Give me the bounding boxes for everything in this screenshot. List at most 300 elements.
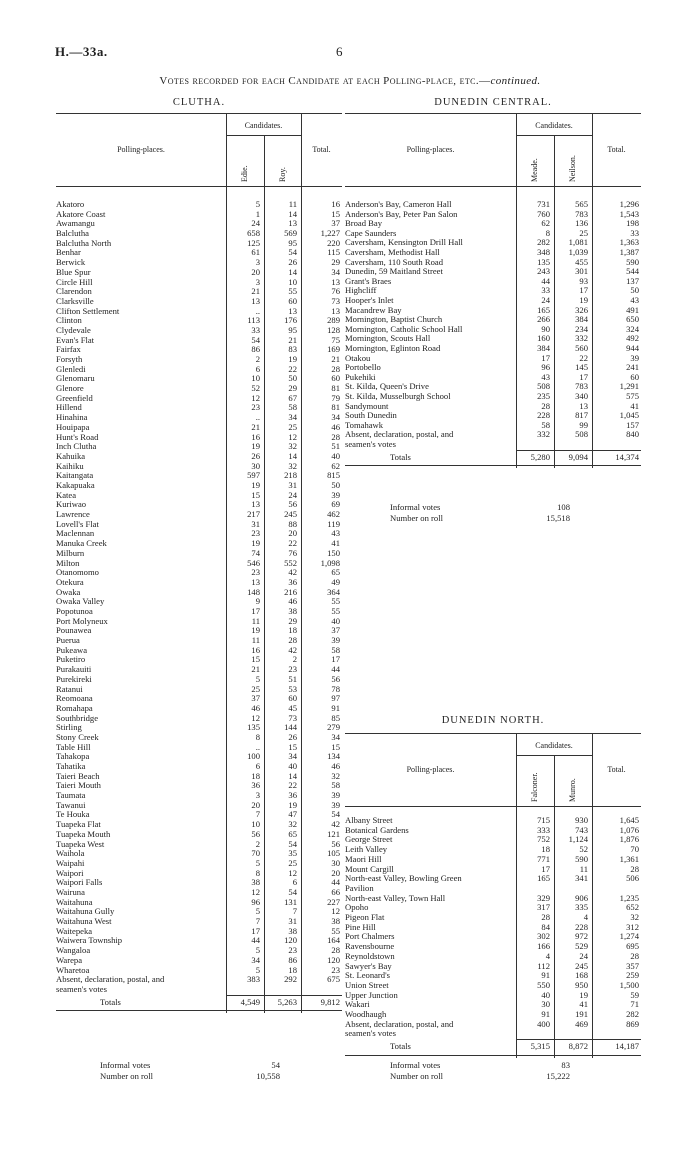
candidate-2-total: 5,263 [277,996,297,1007]
polling-place-name: Clarksville [56,295,94,306]
polling-place-name: Pukehiki [345,371,376,382]
candidate-2-votes: 17 [579,285,588,296]
candidate-1-votes: 19 [251,538,260,549]
candidate-2-votes: 52 [579,844,588,855]
total-votes: 37 [331,218,340,229]
candidate-1-votes: 62 [541,218,550,229]
polling-place-name: Reynoldstown [345,950,395,961]
candidate-1-votes: 715 [537,815,550,825]
polling-place-name: Absent, declaration, postal, and [56,974,165,985]
candidate-2-votes: 335 [575,902,588,913]
candidate-1-votes: 91 [541,1009,550,1019]
total-votes: 357 [626,960,639,971]
candidate-2-votes: 783 [575,381,588,392]
total-votes: 79 [331,392,340,403]
total-votes: 85 [331,712,340,723]
polling-place-name: Port Chalmers [345,931,395,942]
candidate-1-votes: 16 [251,644,260,655]
polling-place-name: Glenledi [56,363,86,374]
dunedin_central-candidates-header: Candidates. [535,121,573,130]
candidate-2-votes: 292 [284,974,297,985]
candidate-1-votes: 266 [537,314,550,325]
candidate-2-votes: 42 [288,644,297,655]
document-reference: H.—33a. [55,44,108,59]
candidate-1-votes: 3 [255,276,260,287]
polling-place-name: Hinahina [56,412,88,423]
polling-place-name: South Dunedin [345,410,397,421]
candidate-2-votes: 6 [292,877,297,888]
polling-place-name: Mornington, Catholic School Hall [345,323,463,334]
candidate-2-votes: 38 [288,605,297,616]
polling-place-name: Kaitangata [56,470,94,481]
candidate-2-votes: 1,124 [568,834,588,845]
total-votes: 70 [630,844,639,855]
candidate-2-votes: 22 [288,780,297,791]
candidate-1-votes: 91 [541,970,550,981]
candidate-1-votes: 19 [251,480,260,490]
candidate-1-votes: .. [255,412,260,423]
candidate-2-votes: 32 [288,460,297,471]
polling-place-name: Otanomomo [56,567,99,578]
candidate-2-votes: 13 [288,218,297,229]
candidate-2-votes: 60 [288,693,297,704]
polling-place-name: Tahatika [56,761,86,772]
candidate-2-votes: 23 [288,664,297,675]
candidate-1-votes: 20 [251,266,260,277]
total-votes: 55 [331,605,340,616]
candidate-2-votes: 20 [288,528,297,539]
clutha-totals-rule [226,995,342,996]
clutha-candidates-header: Candidates. [244,121,283,130]
candidate-1-votes: 54 [251,334,260,345]
polling-place-name: Manuka Creek [56,538,107,549]
candidate-1-votes: 74 [251,547,260,558]
candidate-1-votes: 12 [251,712,260,723]
total-votes: 39 [630,352,639,363]
clutha-candidate-1-header: Edie. [240,165,249,182]
grand-total: 14,187 [615,1041,639,1052]
total-votes: 675 [327,974,340,985]
candidate-2-votes: 36 [288,576,297,587]
polling-place-name: Taieri Mouth [56,780,101,791]
polling-place-name: Taumata [56,790,86,801]
total-votes: 324 [626,323,639,334]
polling-place-name: Glenore [56,383,84,394]
total-votes: 39 [331,635,340,646]
candidate-1-votes: 21 [251,421,260,432]
candidate-1-votes: 96 [541,362,550,373]
total-votes: 13 [331,276,340,287]
candidate-1-votes: 731 [537,199,550,209]
polling-place-name: Purakauiti [56,664,92,675]
total-votes: 650 [626,314,639,325]
candidate-1-votes: 58 [541,419,550,430]
clutha-head-rule [56,186,342,187]
candidate-2-votes: 83 [288,344,297,355]
polling-place-name: Houipapa [56,421,90,432]
polling-place-name: Evan's Flat [56,334,95,345]
candidate-2-votes: 45 [288,702,297,713]
polling-place-name: Pounawea [56,625,92,636]
polling-place-name: Reomoana [56,693,93,704]
candidate-2-votes: 35 [288,848,297,859]
polling-place-name: Pine Hill [345,921,376,932]
dunedin_north-totals-rule [516,1039,641,1040]
candidate-1-votes: 17 [251,605,260,616]
polling-place-name: Stirling [56,722,82,733]
polling-place-name: Otekura [56,576,84,587]
polling-place-name: Kaihiku [56,460,84,471]
candidate-2-votes: 228 [575,921,588,932]
polling-place-name: Pigeon Flat [345,912,385,922]
candidate-1-votes: 8 [545,227,550,238]
dunedin_central-bottom-rule [345,465,641,466]
polling-place-name: Pukeawa [56,644,88,655]
dunedin_north-head-rule [345,806,641,807]
informal-label: Informal votes [100,1060,151,1070]
total-votes: 28 [331,945,340,956]
candidate-2-votes: 972 [575,931,588,942]
total-votes: 34 [331,412,340,423]
total-votes: 20 [331,867,340,878]
candidate-2-votes: 55 [288,286,297,297]
clutha-totals-row [56,997,342,1008]
candidate-2-votes: 14 [288,450,297,461]
polling-place-name: Otakou [345,352,371,363]
roll-value: 15,518 [546,513,570,523]
candidate-1-votes: 597 [247,470,260,481]
polling-place-name: Balclutha [56,228,89,239]
polling-place-name: St. Kilda, Queen's Drive [345,381,429,392]
informal-value: 83 [561,1060,570,1070]
candidate-1-votes: 5 [255,906,260,917]
total-votes: 121 [327,828,340,839]
candidate-1-votes: 23 [251,567,260,578]
candidate-2-votes: 46 [288,596,297,607]
candidate-1-votes: 26 [251,450,260,461]
total-votes: 39 [331,489,340,500]
candidate-2-votes: 60 [288,295,297,306]
polling-place-name: Absent, declaration, postal, and [345,1018,454,1029]
polling-place-name: Lovell's Flat [56,518,99,529]
candidate-2-votes: 34 [288,751,297,762]
total-votes: 60 [630,371,639,382]
total-votes: 259 [626,970,639,981]
polling-place-name: Katea [56,489,77,500]
candidate-2-votes: 25 [579,227,588,238]
candidate-2-votes: 11 [579,863,588,874]
total-votes: 120 [327,954,340,965]
polling-place-name: Wairuna [56,886,85,897]
dunedin_north-top-rule [345,733,641,734]
total-votes: 220 [327,237,340,248]
total-votes: 1,076 [619,824,639,835]
total-votes: 105 [327,848,340,859]
total-votes: 16 [331,199,340,209]
candidate-1-votes: 7 [255,809,260,820]
candidate-1-votes: 23 [251,402,260,413]
total-votes: 119 [327,518,340,529]
totals-label: Totals [390,1041,411,1052]
total-votes: 282 [626,1009,639,1019]
total-votes: 115 [327,247,340,258]
candidate-2-votes: 29 [288,615,297,626]
candidate-2-votes: 384 [575,314,588,325]
polling-place-name: Akatoro [56,199,85,209]
candidate-2-votes: 29 [288,383,297,394]
total-votes: 41 [331,538,340,549]
candidate-2-votes: 21 [288,334,297,345]
total-votes: 44 [331,664,340,675]
candidate-2-votes: 590 [575,853,588,864]
total-votes: 51 [331,441,340,452]
total-votes: 81 [331,383,340,394]
page-number: 6 [336,44,343,59]
polling-place-name: Owaka [56,586,81,597]
polling-place-name: Awamangu [56,218,95,229]
total-votes: 164 [327,935,340,946]
candidate-1-votes: 11 [251,635,260,646]
dunedin_north-polling-places-header: Polling-places. [406,764,455,774]
candidate-2-votes: 552 [284,557,297,568]
polling-place-name: Table Hill [56,741,91,752]
total-votes: 227 [327,896,340,907]
candidate-2-votes: 95 [288,324,297,335]
candidate-1-votes: 100 [247,751,260,762]
polling-place-name: Caversham, 110 South Road [345,256,444,267]
candidate-2-votes: 1,081 [568,237,588,248]
polling-place-name: Highcliff [345,285,377,296]
candidate-1-votes: 282 [537,237,550,248]
candidate-2-votes: 22 [579,352,588,363]
candidate-2-votes: 326 [575,304,588,315]
candidate-2-votes: 26 [288,257,297,268]
candidate-1-votes: 21 [251,664,260,675]
polling-place-name: Tawanui [56,799,86,810]
clutha-total-header: Total. [312,144,331,154]
candidate-1-votes: 7 [255,916,260,927]
candidate-1-votes: 5 [255,945,260,956]
candidate-1-votes: 235 [537,391,550,401]
polling-place-name: seamen's votes [345,439,396,449]
dunedin_north-candidate-2-header: Munro. [568,778,577,802]
candidate-2-votes: 120 [284,935,297,946]
candidate-2-votes: 2 [292,654,297,665]
dunedin_north-candidate-1-header: Falconer. [530,772,539,802]
total-votes: 198 [626,218,639,229]
total-votes: 575 [626,391,639,401]
polling-place-name: Romahapa [56,702,93,713]
candidate-1-votes: 30 [541,999,550,1010]
polling-place-name: Tuapeka West [56,838,105,849]
candidate-1-votes: 165 [537,873,550,884]
candidate-1-votes: 23 [251,528,260,539]
candidate-2-votes: 743 [575,824,588,835]
candidate-1-votes: 658 [247,228,260,239]
total-votes: 40 [331,450,340,461]
total-votes: 590 [626,256,639,267]
candidate-1-votes: 348 [537,247,550,257]
candidate-2-votes: 50 [288,373,297,384]
total-votes: 50 [630,285,639,296]
polling-place-name: Tuapeka Flat [56,819,101,830]
candidate-2-votes: 569 [284,228,297,239]
candidate-2-votes: 14 [288,208,297,219]
title-continued: continued. [490,75,541,87]
polling-place-name: Caversham, Methodist Hall [345,247,440,257]
total-votes: 46 [331,761,340,772]
candidate-1-votes: 34 [251,954,260,965]
total-votes: 1,387 [619,247,639,257]
candidate-2-votes: 18 [288,625,297,636]
candidate-1-votes: 5 [255,964,260,975]
candidate-1-votes: 30 [251,460,260,471]
total-votes: 32 [331,770,340,781]
candidate-2-votes: 32 [288,819,297,830]
polling-place-name: Forsyth [56,354,83,365]
total-votes: 1,291 [619,381,639,392]
candidate-1-votes: .. [255,741,260,752]
candidate-2-total: 8,872 [568,1041,588,1052]
total-votes: 32 [630,912,639,922]
candidate-1-votes: 24 [251,218,260,229]
total-votes: 1,500 [619,979,639,990]
candidate-2-votes: 332 [575,333,588,344]
candidate-1-votes: 8 [255,867,260,878]
candidate-1-votes: 148 [247,586,260,597]
clutha-bottom-rule [56,1010,342,1011]
candidate-1-votes: 5 [255,199,260,209]
candidate-1-votes: 2 [255,838,260,849]
total-votes: 62 [331,460,340,471]
candidate-2-votes: 18 [288,964,297,975]
candidate-2-votes: 54 [288,838,297,849]
candidate-1-votes: 8 [255,731,260,742]
candidate-2-votes: 817 [575,410,588,421]
total-votes: 58 [331,780,340,791]
polling-place-name: Anderson's Bay, Cameron Hall [345,199,452,209]
polling-place-name: Stony Creek [56,731,99,742]
total-votes: 815 [327,470,340,481]
polling-place-name: Ravensbourne [345,941,395,952]
candidate-2-votes: 19 [288,354,297,365]
polling-place-name: Waitahuna Gully [56,906,115,917]
candidate-1-votes: 25 [251,683,260,694]
total-votes: 28 [331,363,340,374]
candidate-1-votes: 771 [537,853,550,864]
total-votes: 33 [630,227,639,238]
candidate-1-votes: 10 [251,819,260,830]
polling-place-name: Popotunoa [56,605,93,616]
candidate-1-votes: 46 [251,702,260,713]
candidate-1-votes: 84 [541,921,550,932]
total-votes: 46 [331,421,340,432]
candidate-2-votes: 42 [288,567,297,578]
candidate-2-votes: 41 [579,999,588,1010]
total-votes: 150 [327,547,340,558]
candidate-2-votes: 54 [288,886,297,897]
total-votes: 289 [327,315,340,326]
total-votes: 39 [331,790,340,801]
candidate-1-votes: 4 [545,950,550,961]
candidate-2-votes: 28 [288,635,297,646]
polling-place-name: Opoho [345,902,369,913]
polling-place-name: Absent, declaration, postal, and [345,429,454,440]
polling-place-name: Kahuika [56,450,86,461]
polling-place-name: Tuapeka Mouth [56,828,111,839]
total-votes: 55 [331,925,340,936]
total-votes: 41 [630,400,639,411]
candidate-2-votes: 86 [288,954,297,965]
total-votes: 43 [630,295,639,305]
candidate-1-votes: 10 [251,373,260,384]
polling-place-name: Macandrew Bay [345,304,402,315]
total-votes: 34 [331,731,340,742]
total-votes: 73 [331,295,340,306]
totals-label: Totals [100,996,121,1007]
candidate-1-votes: 166 [537,941,550,952]
polling-place-name: George Street [345,834,393,845]
candidate-2-votes: 19 [288,799,297,810]
polling-place-name: Waipahi [56,857,85,868]
candidate-1-votes: 332 [537,429,550,440]
polling-place-name: Woodhaugh [345,1009,387,1019]
candidate-1-votes: 16 [251,431,260,442]
candidate-2-votes: 67 [288,392,297,403]
total-votes: 75 [331,334,340,345]
candidate-1-votes: 546 [247,557,260,568]
total-votes: 21 [331,354,340,365]
polling-place-name: Sawyer's Bay [345,960,392,971]
informal-value: 54 [271,1060,280,1070]
candidate-2-votes: 13 [579,400,588,411]
polling-place-name: Benhar [56,247,81,258]
candidate-2-votes: 13 [288,305,297,316]
candidate-2-votes: 168 [575,970,588,981]
dunedin_north-totals-row [345,1041,641,1052]
candidate-1-votes: 17 [251,925,260,936]
candidate-2-votes: 76 [288,547,297,558]
total-votes: 1,363 [619,237,639,248]
candidate-2-votes: 12 [288,867,297,878]
page-title [0,75,700,87]
polling-place-name: Botanical Gardens [345,824,409,835]
roll-label: Number on roll [100,1071,153,1081]
polling-place-name: Waitahuna West [56,916,112,927]
candidate-1-votes: 9 [255,596,260,607]
total-votes: 97 [331,693,340,704]
total-votes: 76 [331,286,340,297]
clutha-title: CLUTHA. [172,97,226,108]
polling-place-name: Clifton Settlement [56,305,120,316]
polling-place-name: Clarendon [56,286,92,297]
polling-place-name: Waipori [56,867,84,878]
candidate-1-votes: 228 [537,410,550,421]
candidate-1-votes: 3 [255,790,260,801]
candidate-1-votes: 243 [537,266,550,277]
total-votes: 91 [331,702,340,713]
total-votes: 134 [327,751,340,762]
candidate-1-votes: 5 [255,857,260,868]
candidate-1-votes: 112 [537,960,550,971]
dunedin_central-title: DUNEDIN CENTRAL. [434,97,552,108]
polling-place-name: Clydevale [56,324,91,335]
grand-total: 9,812 [320,996,340,1007]
polling-place-name: Southbridge [56,712,99,723]
total-votes: 50 [331,480,340,490]
candidate-2-votes: 455 [575,256,588,267]
candidate-2-votes: 191 [575,1009,588,1019]
